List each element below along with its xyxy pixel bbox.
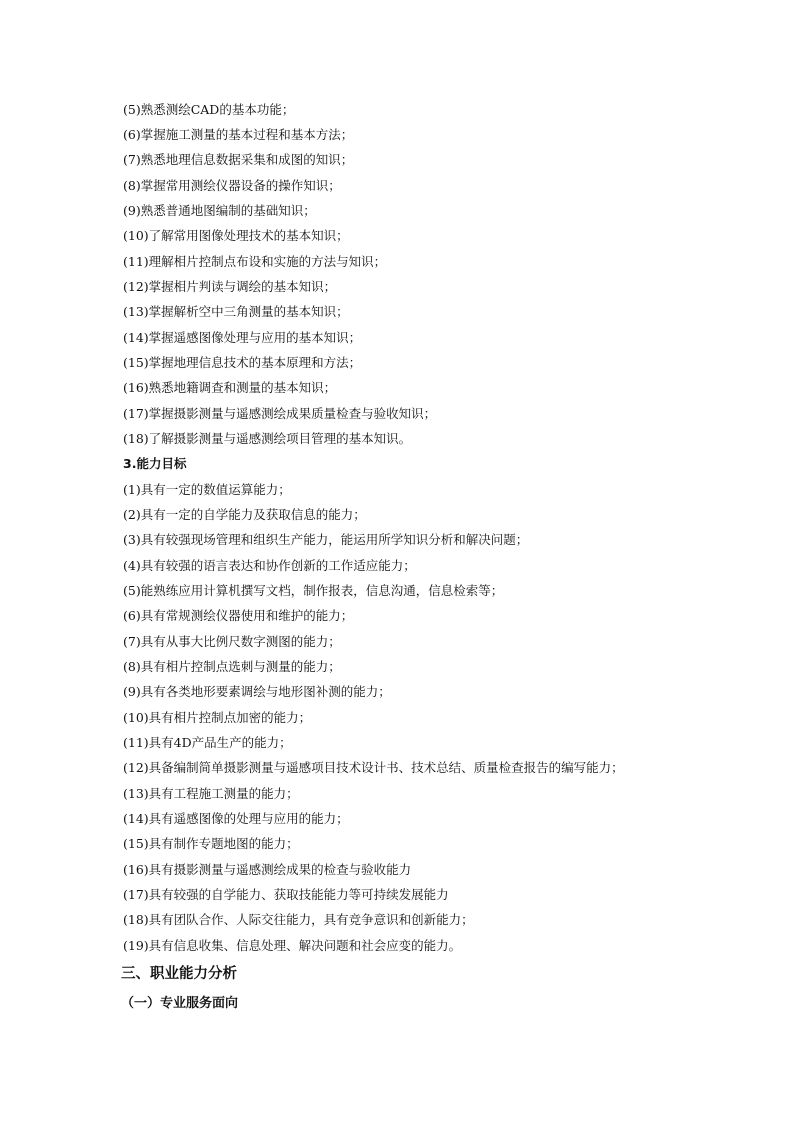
ability-item: (4)具有较强的语言表达和协作创新的工作适应能力； <box>123 558 416 573</box>
knowledge-item: (10)了解常用图像处理技术的基本知识； <box>123 228 349 243</box>
knowledge-item: (18)了解摄影测量与遥感测绘项目管理的基本知识。 <box>123 431 412 446</box>
ability-item: (15)具有制作专题地图的能力； <box>123 836 299 851</box>
knowledge-item: (16)熟悉地籍调查和测量的基本知识； <box>123 380 337 395</box>
ability-item: (2)具有一定的自学能力及获取信息的能力； <box>123 507 366 522</box>
knowledge-item: (14)掌握遥感图像处理与应用的基本知识； <box>123 330 362 345</box>
knowledge-item: (13)掌握解析空中三角测量的基本知识； <box>123 304 349 319</box>
ability-item: (3)具有较强现场管理和组织生产能力，能运用所学知识分析和解决问题； <box>123 532 529 547</box>
knowledge-item: (9)熟悉普通地图编制的基础知识； <box>123 203 316 218</box>
ability-item: (7)具有从事大比例尺数字测图的能力； <box>123 634 341 649</box>
ability-item: (14)具有遥感图像的处理与应用的能力； <box>123 811 349 826</box>
ability-item: (19)具有信息收集、信息处理、解决问题和社会应变的能力。 <box>123 938 462 953</box>
ability-item: (16)具有摄影测量与遥感测绘成果的检查与验收能力 <box>123 862 412 877</box>
subsection-heading: （一）专业服务面向 <box>121 996 239 1011</box>
knowledge-item: (6)掌握施工测量的基本过程和基本方法； <box>123 127 354 142</box>
knowledge-item: (12)掌握相片判读与调绘的基本知识； <box>123 279 337 294</box>
section-heading: 三、职业能力分析 <box>121 966 237 982</box>
knowledge-item: (15)掌握地理信息技术的基本原理和方法； <box>123 355 362 370</box>
knowledge-item: (5)熟悉测绘CAD的基本功能； <box>123 102 295 117</box>
ability-item: (1)具有一定的数值运算能力； <box>123 482 291 497</box>
ability-item: (12)具备编制简单摄影测量与遥感项目技术设计书、技术总结、质量检查报告的编写能力； <box>123 760 624 775</box>
ability-item: (11)具有4D产品生产的能力； <box>123 735 292 750</box>
knowledge-item: (8)掌握常用测绘仪器设备的操作知识； <box>123 178 341 193</box>
ability-item: (5)能熟练应用计算机撰写文档，制作报表，信息沟通，信息检索等； <box>123 583 504 598</box>
ability-item: (10)具有相片控制点加密的能力； <box>123 710 312 725</box>
ability-heading: 3.能力目标 <box>123 456 187 471</box>
ability-item: (9)具有各类地形要素调绘与地形图补测的能力； <box>123 684 391 699</box>
knowledge-item: (17)掌握摄影测量与遥感测绘成果质量检查与验收知识； <box>123 406 437 421</box>
ability-item: (17)具有较强的自学能力、获取技能能力等可持续发展能力 <box>123 887 449 902</box>
knowledge-item: (11)理解相片控制点布设和实施的方法与知识； <box>123 254 387 269</box>
ability-item: (13)具有工程施工测量的能力； <box>123 786 299 801</box>
ability-item: (18)具有团队合作、人际交往能力，具有竞争意识和创新能力； <box>123 912 474 927</box>
knowledge-item: (7)熟悉地理信息数据采集和成图的知识； <box>123 152 354 167</box>
ability-item: (6)具有常规测绘仪器使用和维护的能力； <box>123 608 354 623</box>
ability-item: (8)具有相片控制点选刺与测量的能力； <box>123 659 341 674</box>
